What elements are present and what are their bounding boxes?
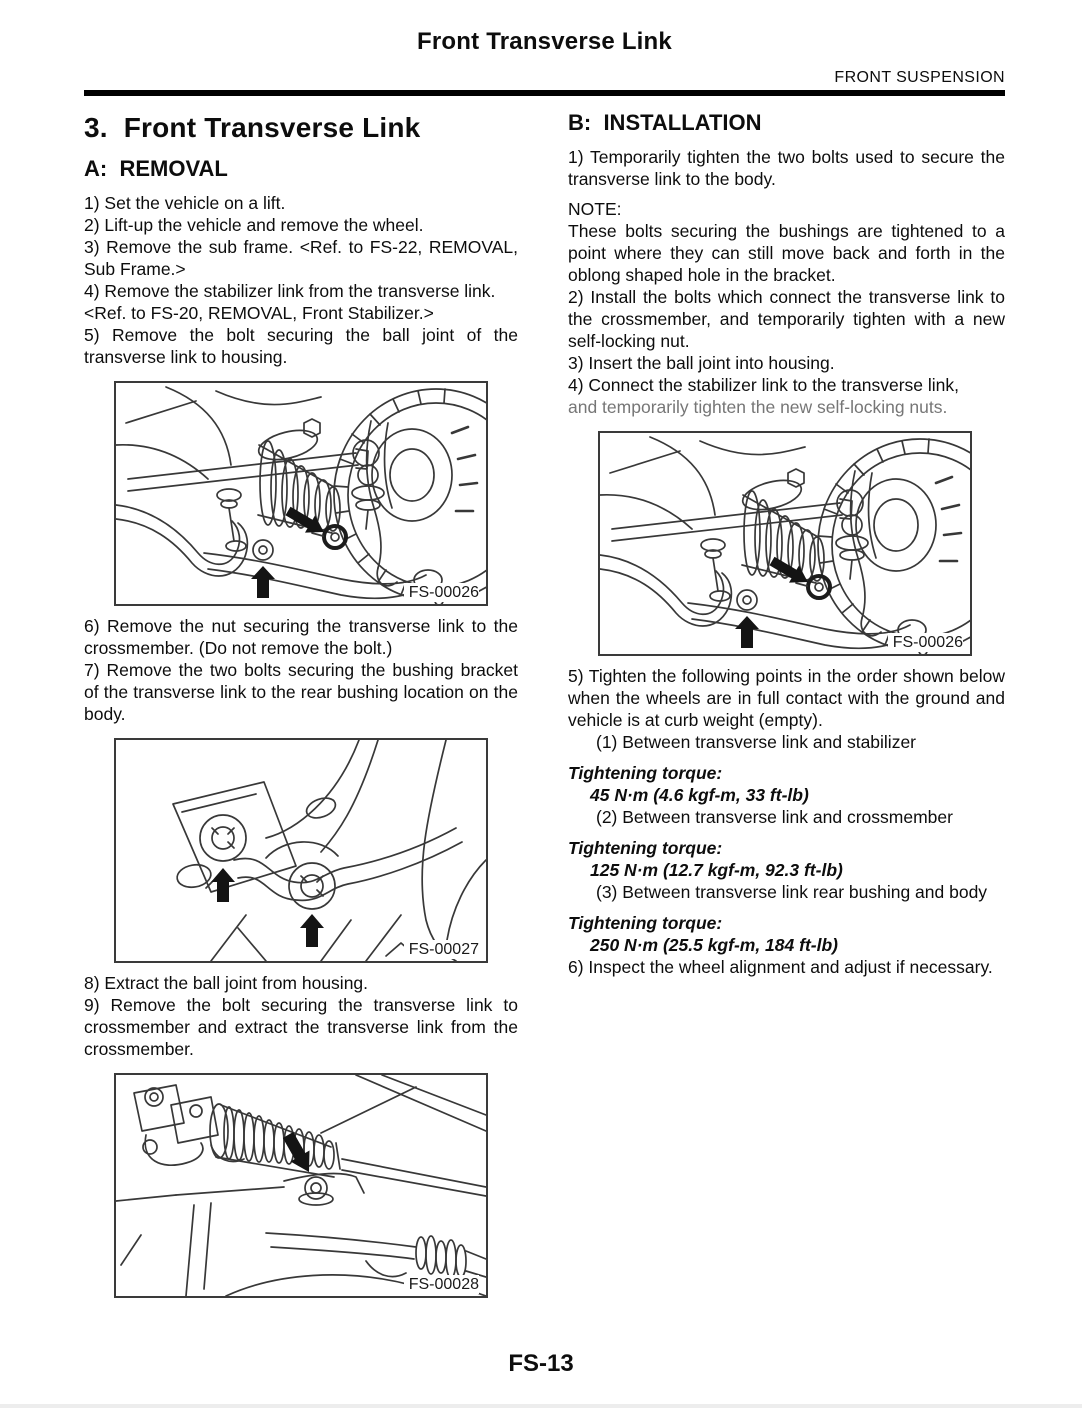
tighten-point-2: (2) Between transverse link and crossmember (596, 807, 953, 827)
page-title: Front Transverse Link (417, 28, 672, 55)
removal-step-6: 6) Remove the nut securing the transverse link to the crossmember. (Do not remove the bolt.) (84, 616, 518, 658)
figure-caption: FS-00027 (404, 940, 479, 959)
installation-step-4-line1: 4) Connect the stabilizer link to the transverse link, (568, 375, 960, 395)
removal-step-9: 9) Remove the bolt securing the transverse link to crossmember and extract the transverse link from the crossmember. (84, 995, 518, 1059)
section-label: FRONT SUSPENSION (834, 69, 1005, 86)
removal-heading: A: REMOVAL (84, 156, 228, 181)
installation-step-4-line2: and temporarily tighten the new self-locking nuts. (568, 397, 948, 417)
installation-step-1: 1) Temporarily tighten the two bolts used to secure the transverse link to the body. (568, 147, 1005, 189)
chapter-heading: 3. Front Transverse Link (84, 112, 421, 143)
note-label: NOTE: (568, 199, 622, 219)
removal-step-7: 7) Remove the two bolts securing the bushing bracket of the transverse link to the rear bushing location on the body. (84, 660, 518, 724)
suspension-diagram (116, 383, 486, 604)
installation-step-2: 2) Install the bolts which connect the transverse link to the crossmember, and temporarily tighten with a new self-locking nut. (568, 287, 1005, 351)
page-bottom-edge (0, 1404, 1082, 1408)
removal-step-2: 2) Lift-up the vehicle and remove the wheel. (84, 215, 424, 235)
torque-value-2: 125 N·m (12.7 kgf-m, 92.3 ft-lb) (590, 860, 843, 880)
figure-fs-00026-installation (598, 431, 972, 656)
right-column (568, 104, 1005, 1307)
figure-caption: FS-00026 (404, 583, 479, 602)
torque-value-3: 250 N·m (25.5 kgf-m, 184 ft-lb) (590, 935, 838, 955)
figure-caption: FS-00026 (888, 633, 963, 652)
left-column (84, 104, 518, 1307)
installation-step-4 (568, 374, 1005, 418)
installation-step-5: 5) Tighten the following points in the order shown below when the wheels are in full contact with the ground and vehicle is at curb weight (empty). (568, 666, 1005, 730)
suspension-diagram (600, 433, 970, 654)
note-body: These bolts securing the bushings are tightened to a point where they can still move back and forth in the oblong shaped hole in the bracket. (568, 221, 1005, 285)
removal-step-8: 8) Extract the ball joint from housing. (84, 973, 369, 993)
torque-label-3: Tightening torque: (568, 913, 723, 933)
installation-step-6: 6) Inspect the wheel alignment and adjust if necessary. (568, 957, 993, 977)
torque-value-1: 45 N·m (4.6 kgf-m, 33 ft-lb) (590, 785, 809, 805)
content-columns (84, 104, 1005, 1307)
page-number: FS-13 (508, 1350, 574, 1377)
removal-step-4: 4) Remove the stabilizer link from the transverse link. (84, 281, 496, 301)
figure-caption: FS-00028 (404, 1275, 479, 1294)
header-rule (84, 90, 1005, 96)
removal-step-5: 5) Remove the bolt securing the ball joint of the transverse link to housing. (84, 325, 518, 367)
figure-fs-00028 (114, 1073, 488, 1298)
steering-rack-diagram (116, 1075, 486, 1296)
bushing-bracket-diagram (116, 740, 486, 961)
tighten-point-3: (3) Between transverse link rear bushing and body (596, 882, 988, 902)
removal-step-1: 1) Set the vehicle on a lift. (84, 193, 286, 213)
installation-step-3: 3) Insert the ball joint into housing. (568, 353, 835, 373)
installation-heading: B: INSTALLATION (568, 110, 762, 135)
tighten-point-1: (1) Between transverse link and stabilizer (596, 732, 917, 752)
figure-fs-00026-removal (114, 381, 488, 606)
removal-step-4-ref: <Ref. to FS-20, REMOVAL, Front Stabilizer.> (84, 303, 434, 323)
figure-fs-00027 (114, 738, 488, 963)
torque-label-1: Tightening torque: (568, 763, 723, 783)
torque-label-2: Tightening torque: (568, 838, 723, 858)
removal-step-3: 3) Remove the sub frame. <Ref. to FS-22, REMOVAL, Sub Frame.> (84, 237, 518, 279)
